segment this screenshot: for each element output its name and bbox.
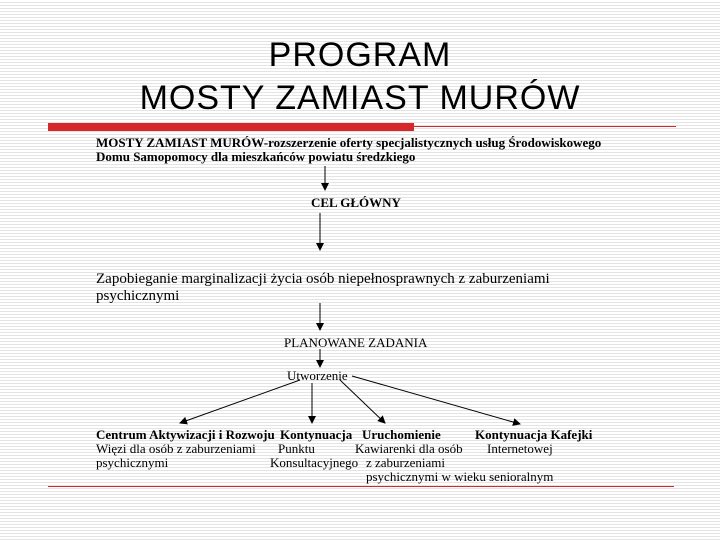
arrow-to-task-4 [352,376,520,424]
task-3-line-3: z zaburzeniami [366,455,446,470]
creation-label: Utworzenie [287,368,348,383]
goal-statement-line-1: Zapobieganie marginalizacji życia osób niepełnosprawnych z zaburzeniami [96,271,550,287]
bottom-divider-line [48,486,674,487]
task-1-line-3: psychicznymi [96,455,169,470]
task-3-line-4: psychicznymi w wieku senioralnym [366,469,554,484]
intro-line-2: Domu Samopomocy dla mieszkańców powiatu średzkiego [96,149,416,164]
task-1-line-2: Więzi dla osób z zaburzeniami [96,441,256,456]
task-1-line-1: Centrum Aktywizacji i Rozwoju [96,427,275,442]
slide-title-line1: PROGRAM [268,36,452,74]
task-4-line-1: Kontynuacja Kafejki [475,427,593,442]
intro-line-1: MOSTY ZAMIAST MURÓW-rozszerzenie oferty specjalistycznych usług Środowiskowego [96,135,602,150]
task-3-line-1: Uruchomienie [362,427,441,442]
main-goal-label: CEL GŁÓWNY [311,195,401,210]
task-3-line-2: Kawiarenki dla osób [355,441,463,456]
task-2-line-1: Kontynuacja [280,427,353,442]
task-2-line-2: Punktu [278,441,315,456]
task-4-line-2: Internetowej [487,441,553,456]
arrow-to-task-1 [180,380,300,423]
planned-tasks-label: PLANOWANE ZADANIA [284,335,428,350]
goal-statement-line-2: psychicznymi [96,288,180,304]
task-2-line-3: Konsultacyjnego [270,455,359,470]
arrow-to-task-3 [340,380,385,423]
slide-title-line2: MOSTY ZAMIAST MURÓW [139,79,581,117]
